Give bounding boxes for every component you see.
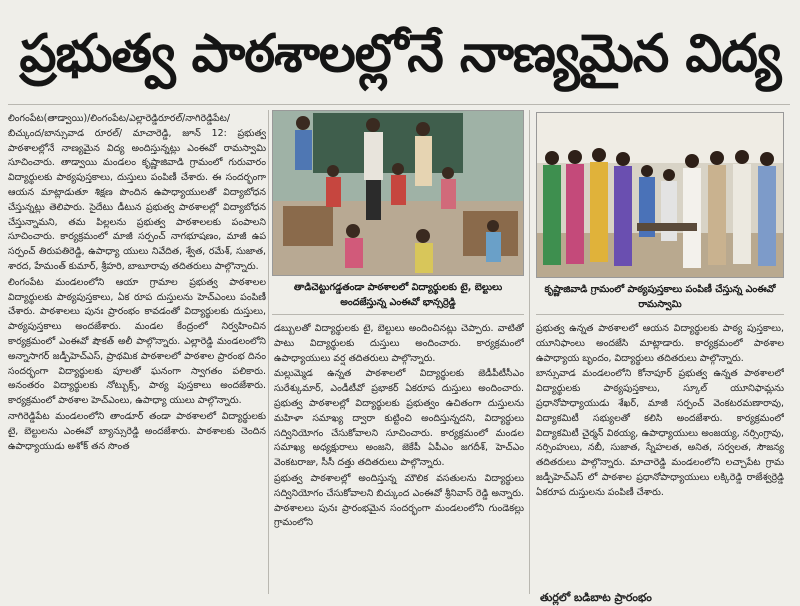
classroom-photo [272,110,524,276]
blackboard [313,113,463,173]
paragraph: మల్లుమ్మెడ ఉన్నత పాఠశాలలో విద్యార్థులకు జెడీపీటీసీఎం సురేశ్కుమార్, ఎండీటీవో ప్రభాకర్ ఏకరూప దుస్తులు అందించారు. ప్రభుత్వ పాఠశాలల్లో విద్యార్థులకు ప్రభుత్వం ఉచితంగా దుస్తులను మహిళా సమాఖ్య ద్వారా కుట్టించి అందిస్తున్నదని, విద్యార్థులు సద్వినియోగం చేసుకోవాలని సూచించారు. కార్యక్రమంలో మండల సమాఖ్య అధ్యక్షురాలు అంజని, జెకేపీ ఏపీఎం జగదీశ్, హెచ్ఎం వెంకటరాజు, సీసీ దత్తు తదితరులు పాల్గొన్నారు. [274,368,524,469]
next-article-heading: తుర్లలో బడిబాట ప్రారంభం [540,591,652,604]
group-photo-illustration [537,113,783,277]
paragraph: ప్రభుత్వ ఉన్నత పాఠశాలలో ఆయన విద్యార్థులకు పాఠ్య పుస్తకాలు, యూనిఫాంలు అందజేసి మాట్లాడారు. కార్యక్రమంలో పాఠశాల ఉపాధ్యాయ బృందం, విద్యార్థులు తదితరులు పాల్గొన్నారు. [536,323,784,364]
photo-caption-2: కృష్ణాజివాడి గ్రామంలో పాఠ్యపుస్తకాలు పంపిణీ చేస్తున్న ఎంఈవో రామస్వామి [544,284,776,310]
headline: ప్రభుత్వ పాఠశాలల్లోనే నాణ్యమైన విద్య [19,24,781,84]
article-column-3 [536,322,784,590]
paragraph: డబ్బులతో విద్యార్థులకు టై, బెల్టులు అందించినట్లు చెప్పారు. వాటితో పాటు విద్యార్థులకు దుస్తులు అందించారు. కార్యక్రమంలో ఉపాధ్యాయులు వర్ష తదితరులు పాల్గొన్నారు. [274,323,524,364]
caption-divider-2 [536,314,784,315]
classroom-photo-illustration [273,111,523,275]
column-divider-2 [529,110,530,594]
caption-divider-1 [272,314,524,315]
article-column-1 [8,112,266,590]
headline-divider [8,104,790,105]
paragraph: ప్రభుత్వ పాఠశాలల్లో అందిస్తున్న మౌలిక వసతులను విద్యార్థులు సద్వినియోగం చేసుకోవాలని బిచ్కుంద ఎంఈవో శ్రీనివాస్ రెడ్డి అన్నారు. పాఠశాలలు పునః ప్రారంభమైన సందర్భంగా మండలంలోని గుండెకల్లు గ్రామంలోని [274,472,524,529]
photo-caption-1: తాడిచెట్టుగడ్డతండా పాఠశాలలో విద్యార్థులకు టై, బెల్టులు అందజేస్తున్న ఎంఈవో భాన్సర్రెడ్డి [293,282,503,308]
column-divider-1 [268,110,269,594]
group-distribution-photo [536,112,784,278]
paragraph: బాన్సువాడ మండలంలోని కోనాపూర్ ప్రభుత్వ ఉన్నత పాఠశాలలో విద్యార్థులకు పాఠ్యపుస్తకాలు, స్కూల్ యూనిఫామ్లను ప్రధానోపాధ్యాయుడు శేఖర్, మాజీ సర్పంచ్ వెంకటరమణారావు, విద్యాకమిటీ సభ్యులతో కలిసి అందజేశారు. కార్యక్రమంలో విద్యాకమిటీ చైర్మన్ విఠయ్య, ఉపాధ్యాయులు అంజయ్య, నర్సింగ్రావు, నర్సింహులు, నబీ, సుజాత, స్నేహలత, అనిత, సర్వలత, సౌజన్య తదితరులు పాల్గొన్నారు. మాచారెడ్డి మండలంలోని లచ్చాపేట గ్రామ జడ్పీహెచ్ఎస్ లో పాఠశాల ప్రధానోపాధ్యాయులు లక్కిరెడ్డి రాజేశ్వర్రెడ్డి ఏకరూప దుస్తులను పంపిణీ చేశారు. [536,368,784,498]
article-column-2 [274,322,524,592]
paragraph: నాగిరెడ్డిపేట మండలంలోని తాండూర్ తండా పాఠశాలలో విద్యార్థులకు టై, బెల్టులను ఎంఈవో బ్యాన్సురెడ్డి అందజేశారు. పాఠశాలకు చెందిన ఉపాధ్యాయుడు అశోక్ తన సొంత [8,410,266,452]
paragraph: లింగంపేట మండలంలోని ఆయా గ్రామాల ప్రభుత్వ పాఠశాలల విద్యార్థులకు పాఠ్యపుస్తకాలు, ఏక రూప దుస్తులను హెచ్ఎంలు పంపిణీ చేశారు. పాఠశాలలు పునః ప్రారంభం కావడంతో విద్యార్థులకు దుస్తులు, పాఠ్యపుస్తకాలు అందజేశారు. మండల కేంద్రంలో నిర్వహించిన కార్యక్రమంలో ఎంఈవో షౌకత్ అలీ పాల్గొన్నారు. ఎల్లారెడ్డి మండలంలోని అన్నాసాగర్ జడ్పీహెచ్ఎస్, ప్రాథమిక పాఠశాలలో పాఠశాల ప్రారంభ దినం సందర్భంగా విద్యార్థులకు పూలతో ఘనంగా స్వాగతం పలికారు. అనంతరం విద్యార్థులకు నోట్బుక్స్, పాఠ్య పుస్తకాలు అందజేశారు. కార్యక్రమంలో పాఠశాల హెచ్ఎంలు, ఉపాధ్యా యులు పాల్గొన్నారు. [8,276,266,407]
paragraph: లింగంపేట(తాడ్వాయి)/లింగంపేట/ఎల్లారెడ్డిరూరల్/నాగిరెడ్డిపేట/బిచ్కుంద/బాన్సువాడ రూరల్/ మాచారెడ్డి, జూన్ 12: ప్రభుత్వ పాఠశాలల్లోనే నాణ్యమైన విద్య అందిస్తున్నట్లు ఎంఈవో రామస్వామి సూచించారు. తాడ్వాయి మండలం కృష్ణాజివాడి గ్రామంలో గురువారం విద్యార్థులకు పాఠ్యపుస్తకాలు, దుస్తులు పంపిణీ చేశారు. ఈ సందర్భంగా ఆయన మాట్లాడుతూ శిక్షణ పొందిన ఉపాధ్యాయులతో విద్యాబోధన చేస్తున్నట్లు తెలిపారు. సైదేటు డీటున ప్రభుత్వ పాఠశాలల్లో విద్యాబోధన చేస్తున్నామని, తమ పిల్లలను ప్రభుత్వ పాఠశాలలకు పంపాలని సూచించారు. కార్యక్రమంలో మాజీ సర్పంచ్ నాగభూషణం, మాజీ ఉప సర్పంచ్ తిరుపతిరెడ్డి, ఉపాధ్యా యులు నివేదిత, శ్వేత, రమేశ్, సుజాత, శారద, హేమంత్ కుమార్, శ్రీహరి, బాబూరావు తదితరులు పాల్గొన్నారు. [8,113,266,272]
